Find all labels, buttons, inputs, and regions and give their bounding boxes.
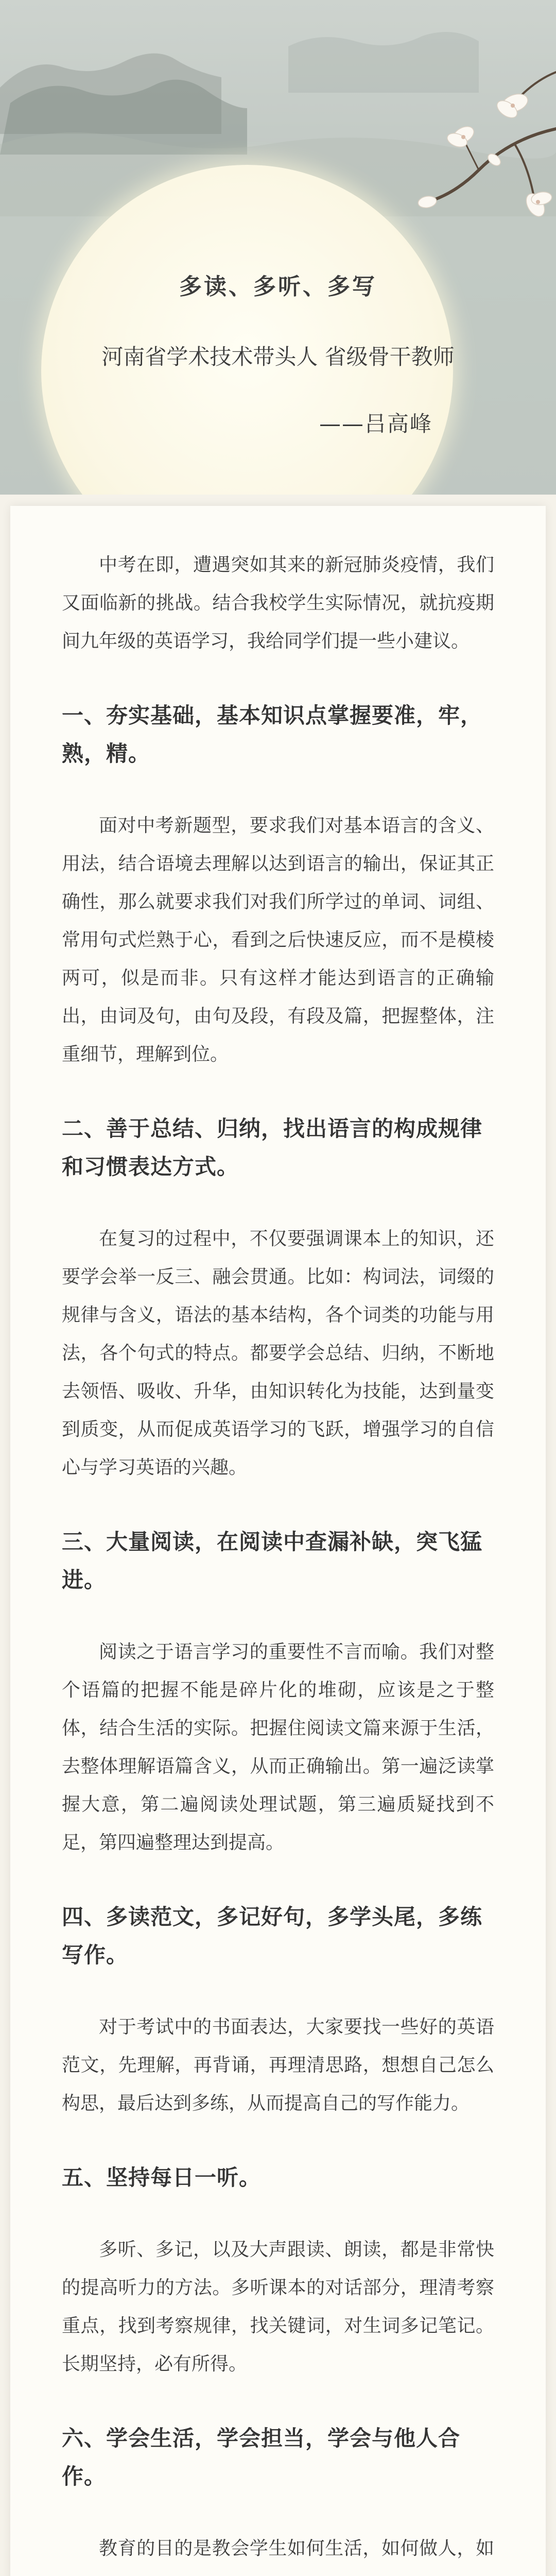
author-credentials: 河南省学术技术带头人 省级骨干教师 (101, 344, 455, 369)
intro-paragraph: 中考在即，遭遇突如其来的新冠肺炎疫情，我们又面临新的挑战。结合我校学生实际情况，就抗疫期间九年级的英语学习，我给同学们提一些小建议。 (62, 554, 494, 652)
section-body-5: 多听、多记，以及大声跟读、朗读，都是非常快的提高听力的方法。多听课本的对话部分，理清考察重点，找到考察规律，找关键词，对生词多记笔记。长期坚持，必有所得。 (62, 2239, 494, 2375)
article-body (62, 546, 494, 2576)
section-heading-3: 三、大量阅读，在阅读中查漏补缺，突飞猛进。 (62, 1529, 483, 1592)
author-signature: ——吕高峰 (319, 411, 433, 436)
section-body-6: 教育的目的是教会学生如何生活，如何做人，如 (99, 2538, 494, 2559)
section-heading-2: 二、善于总结、归纳，找出语言的构成规律和习惯表达方式。 (62, 1116, 483, 1179)
section-heading-5: 五、坚持每日一听。 (62, 2165, 262, 2190)
header-banner (0, 0, 556, 495)
article-card (10, 506, 546, 2576)
section-heading-4: 四、多读范文，多记好句，多学头尾，多练写作。 (62, 1904, 483, 1968)
section-body-1: 面对中考新题型，要求我们对基本语言的含义、用法，结合语境去理解以达到语言的输出，保证其正确性，那么就要求我们对我们所学过的单词、词组、常用句式烂熟于心，看到之后快速反应，而不是模棱两可，似是而非。只有这样才能达到语言的正确输出，由词及句，由句及段，有段及篇，把握整体，注重细节，理解到位。 (62, 815, 494, 1065)
article-title: 多读、多听、多写 (179, 274, 377, 300)
section-body-4: 对于考试中的书面表达，大家要找一些好的英语范文，先理解，再背诵，再理清思路，想想自己怎么构思，最后达到多练，从而提高自己的写作能力。 (62, 2016, 494, 2114)
section-heading-1: 一、夯实基础，基本知识点掌握要准，牢，熟，精。 (62, 703, 483, 766)
section-body-2: 在复习的过程中，不仅要强调课本上的知识，还要学会举一反三、融会贯通。比如：构词法，词缀的规律与含义，语法的基本结构，各个词类的功能与用法，各个句式的特点。都要学会总结、归纳，不断地去领悟、吸收、升华，由知识转化为技能，达到量变到质变，从而促成英语学习的飞跃，增强学习的自信心与学习英语的兴趣。 (62, 1228, 494, 1478)
section-heading-6: 六、学会生活，学会担当，学会与他人合作。 (62, 2426, 461, 2489)
section-body-3: 阅读之于语言学习的重要性不言而喻。我们对整个语篇的把握不能是碎片化的堆砌，应该是之于整体，结合生活的实际。把握住阅读文篇来源于生活，去整体理解语篇含义，从而正确输出。第一遍泛读掌握大意，第二遍阅读处理试题，第三遍质疑找到不足，第四遍整理达到提高。 (62, 1641, 494, 1853)
